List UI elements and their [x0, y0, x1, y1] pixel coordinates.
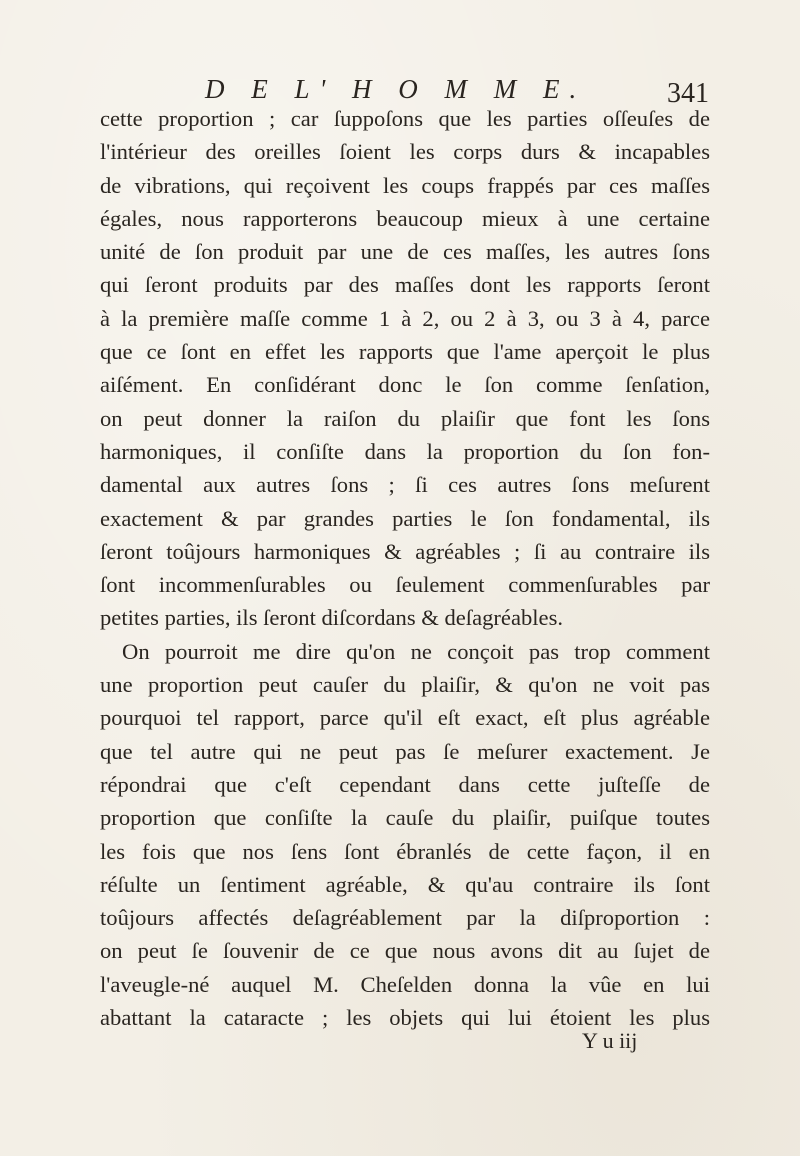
text-line: abattant la cataracte ; les objets qui lui étoient les plus	[100, 1005, 710, 1031]
text-line: les fois que nos ſens ſont ébranlés de cette façon, il en	[100, 838, 710, 864]
text-line: unité de ſon produit par une de ces maſſes, les autres ſons	[100, 239, 710, 265]
text-line: de vibrations, qui reçoivent les coups frappés par ces maſſes	[100, 172, 710, 198]
text-line: exactement & par grandes parties le ſon fondamental, ils	[100, 505, 710, 531]
text-line: harmoniques, il conſiſte dans la proportion du ſon fon-	[100, 438, 710, 464]
text-line: que ce ſont en effet les rapports que l'ame aperçoit le plus	[100, 339, 710, 365]
text-line: que tel autre qui ne peut pas ſe meſurer exactement. Je	[100, 738, 710, 764]
text-line: On pourroit me dire qu'on ne conçoit pas trop comment	[122, 638, 710, 664]
text-line: pourquoi tel rapport, parce qu'il eſt exact, eſt plus agréable	[100, 705, 710, 731]
text-line: on peut ſe ſouvenir de ce que nous avons dit au ſujet de	[100, 938, 710, 964]
text-line: égales, nous rapporterons beaucoup mieux à une certaine	[100, 205, 710, 231]
running-title: D E L' H O M M E.	[205, 74, 587, 104]
text-line: toûjours affectés deſagréablement par la diſproportion :	[100, 905, 710, 931]
text-line: petites parties, ils ſeront diſcordans & deſagréables.	[100, 605, 564, 631]
text-line: ſont incommenſurables ou ſeulement commenſurables par	[100, 572, 710, 598]
text-line: à la première maſſe comme 1 à 2, ou 2 à 3, ou 3 à 4, parce	[100, 305, 710, 331]
page-number: 341	[667, 78, 709, 109]
body-text	[100, 102, 710, 1034]
text-line: damental aux autres ſons ; ſi ces autres ſons meſurent	[100, 472, 710, 498]
text-line: qui ſeront produits par des maſſes dont les rapports ſeront	[100, 272, 710, 298]
text-line: on peut donner la raiſon du plaiſir que font les ſons	[100, 405, 710, 431]
text-line: ſeront toûjours harmoniques & agréables ; ſi au contraire ils	[100, 538, 710, 564]
text-line: proportion que conſiſte la cauſe du plaiſir, puiſque toutes	[100, 805, 710, 831]
text-line: répondrai que c'eſt cependant dans cette juſteſſe de	[100, 771, 710, 797]
text-line: l'intérieur des oreilles ſoient les corps durs & incapables	[100, 139, 710, 165]
signature-mark: Y u iij	[582, 1028, 638, 1053]
text-line: réſulte un ſentiment agréable, & qu'au contraire ils ſont	[100, 871, 710, 897]
text-line: l'aveugle-né auquel M. Cheſelden donna la vûe en lui	[100, 971, 710, 997]
text-line: une proportion peut cauſer du plaiſir, & qu'on ne voit pas	[100, 672, 710, 698]
text-line: cette proportion ; car ſuppoſons que les parties oſſeuſes de	[100, 106, 710, 131]
text-line: aiſément. En conſidérant donc le ſon comme ſenſation,	[100, 372, 710, 398]
